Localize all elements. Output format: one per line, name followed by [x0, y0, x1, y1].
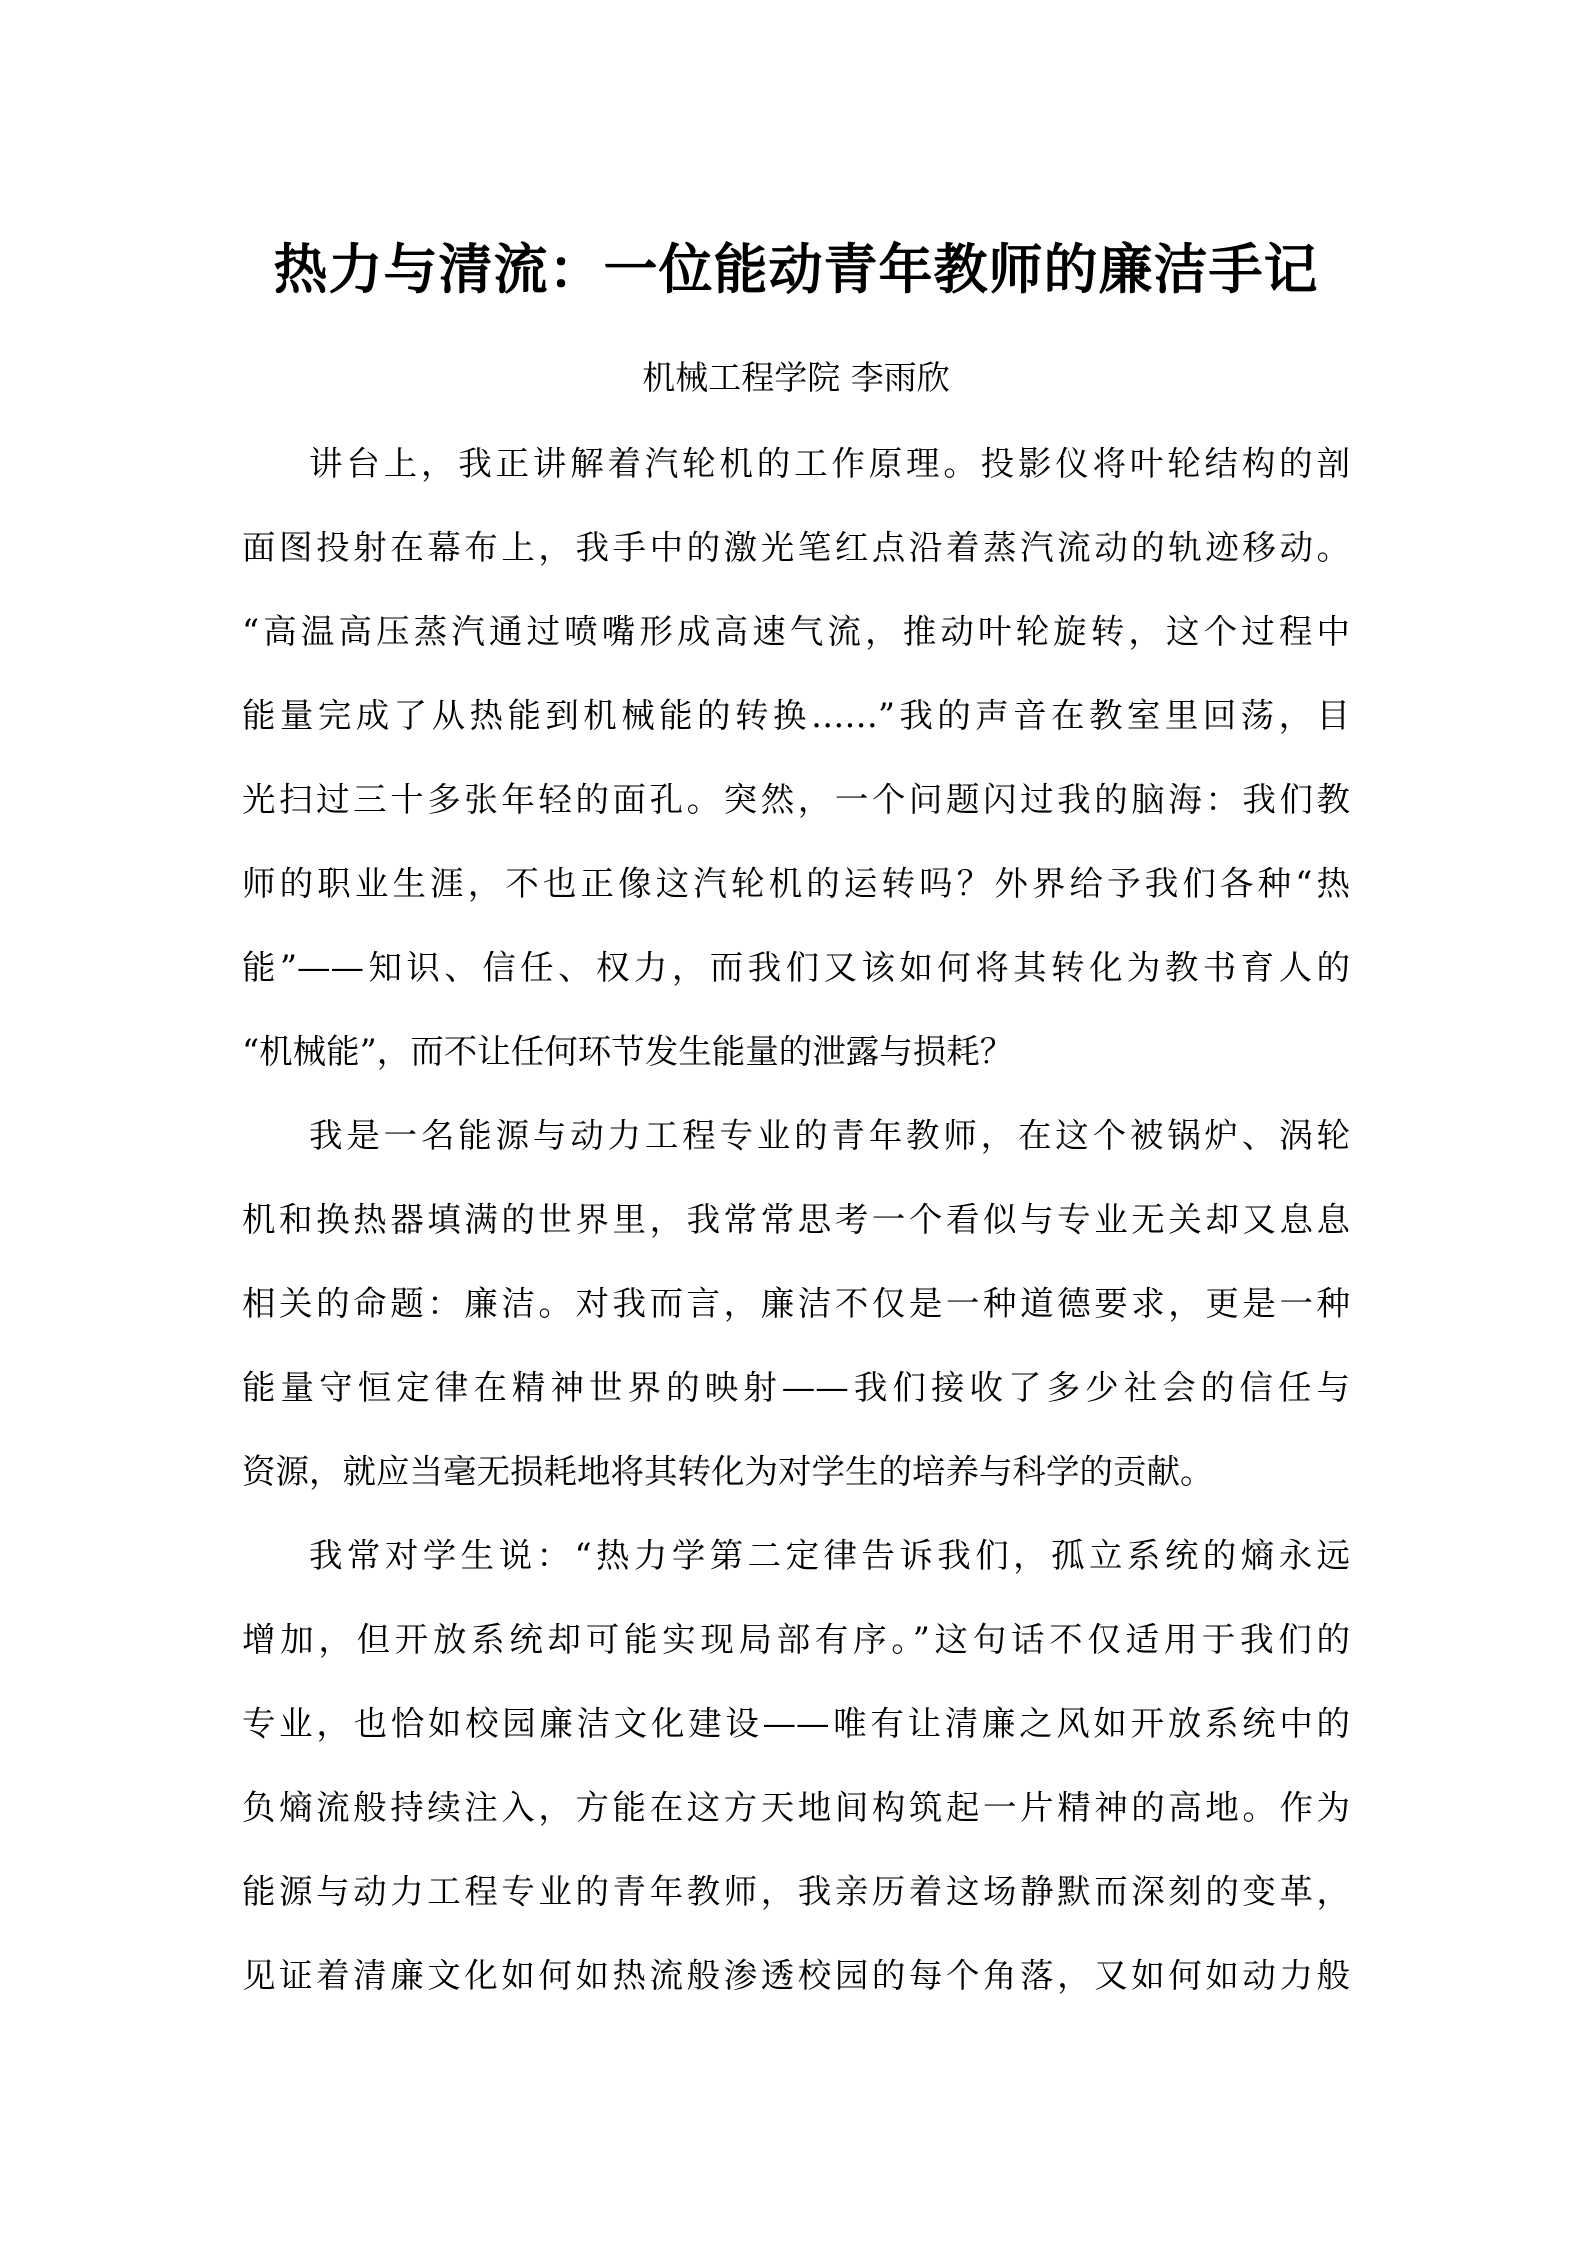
author-byline: 机械工程学院 李雨欣 [642, 358, 950, 397]
paragraph-line: 能源与动力工程专业的青年教师，我亲历着这场静默而深刻的变革， [242, 1872, 1350, 1911]
paragraph-line: 专业，也恰如校园廉洁文化建设——唯有让清廉之风如开放系统中的 [242, 1704, 1350, 1743]
paragraph-line: 师的职业生涯，不也正像这汽轮机的运转吗？外界给予我们各种“热 [242, 864, 1350, 903]
paragraph-line: 负熵流般持续注入，方能在这方天地间构筑起一片精神的高地。作为 [242, 1788, 1350, 1827]
paragraph-line: 能”——知识、信任、权力，而我们又该如何将其转化为教书育人的 [242, 948, 1350, 987]
paragraph-line: 增加，但开放系统却可能实现局部有序。”这句话不仅适用于我们的 [242, 1620, 1350, 1659]
paragraph-line: “高温高压蒸汽通过喷嘴形成高速气流，推动叶轮旋转，这个过程中 [242, 612, 1350, 651]
paragraph-line: 机和换热器填满的世界里，我常常思考一个看似与专业无关却又息息 [242, 1200, 1350, 1239]
document-content [242, 230, 1350, 2018]
paragraph [242, 1094, 1350, 1514]
paragraph [242, 1514, 1350, 2018]
paragraph [242, 422, 1350, 1094]
paragraph-line: 讲台上，我正讲解着汽轮机的工作原理。投影仪将叶轮结构的剖 [309, 444, 1350, 483]
paragraph-line: 我是一名能源与动力工程专业的青年教师，在这个被锅炉、涡轮 [309, 1116, 1350, 1155]
paragraph-line: 见证着清廉文化如何如热流般渗透校园的每个角落，又如何如动力般 [242, 1956, 1350, 1995]
document-body [242, 422, 1350, 2018]
paragraph-line: 能量完成了从热能到机械能的转换……”我的声音在教室里回荡，目 [242, 696, 1350, 735]
paragraph-line: “机械能”，而不让任何环节发生能量的泄露与损耗？ [242, 1032, 1014, 1071]
document-title: 热力与清流：一位能动青年教师的廉洁手记 [273, 238, 1319, 301]
paragraph-line: 光扫过三十多张年轻的面孔。突然，一个问题闪过我的脑海：我们教 [242, 780, 1350, 819]
paragraph-line: 我常对学生说：“热力学第二定律告诉我们，孤立系统的熵永远 [309, 1536, 1350, 1575]
paragraph-line: 相关的命题：廉洁。对我而言，廉洁不仅是一种道德要求，更是一种 [242, 1284, 1350, 1323]
paragraph-line: 面图投射在幕布上，我手中的激光笔红点沿着蒸汽流动的轨迹移动。 [242, 528, 1350, 567]
paragraph-line: 资源，就应当毫无损耗地将其转化为对学生的培养与科学的贡献。 [242, 1452, 1214, 1491]
paragraph-line: 能量守恒定律在精神世界的映射——我们接收了多少社会的信任与 [242, 1368, 1350, 1407]
